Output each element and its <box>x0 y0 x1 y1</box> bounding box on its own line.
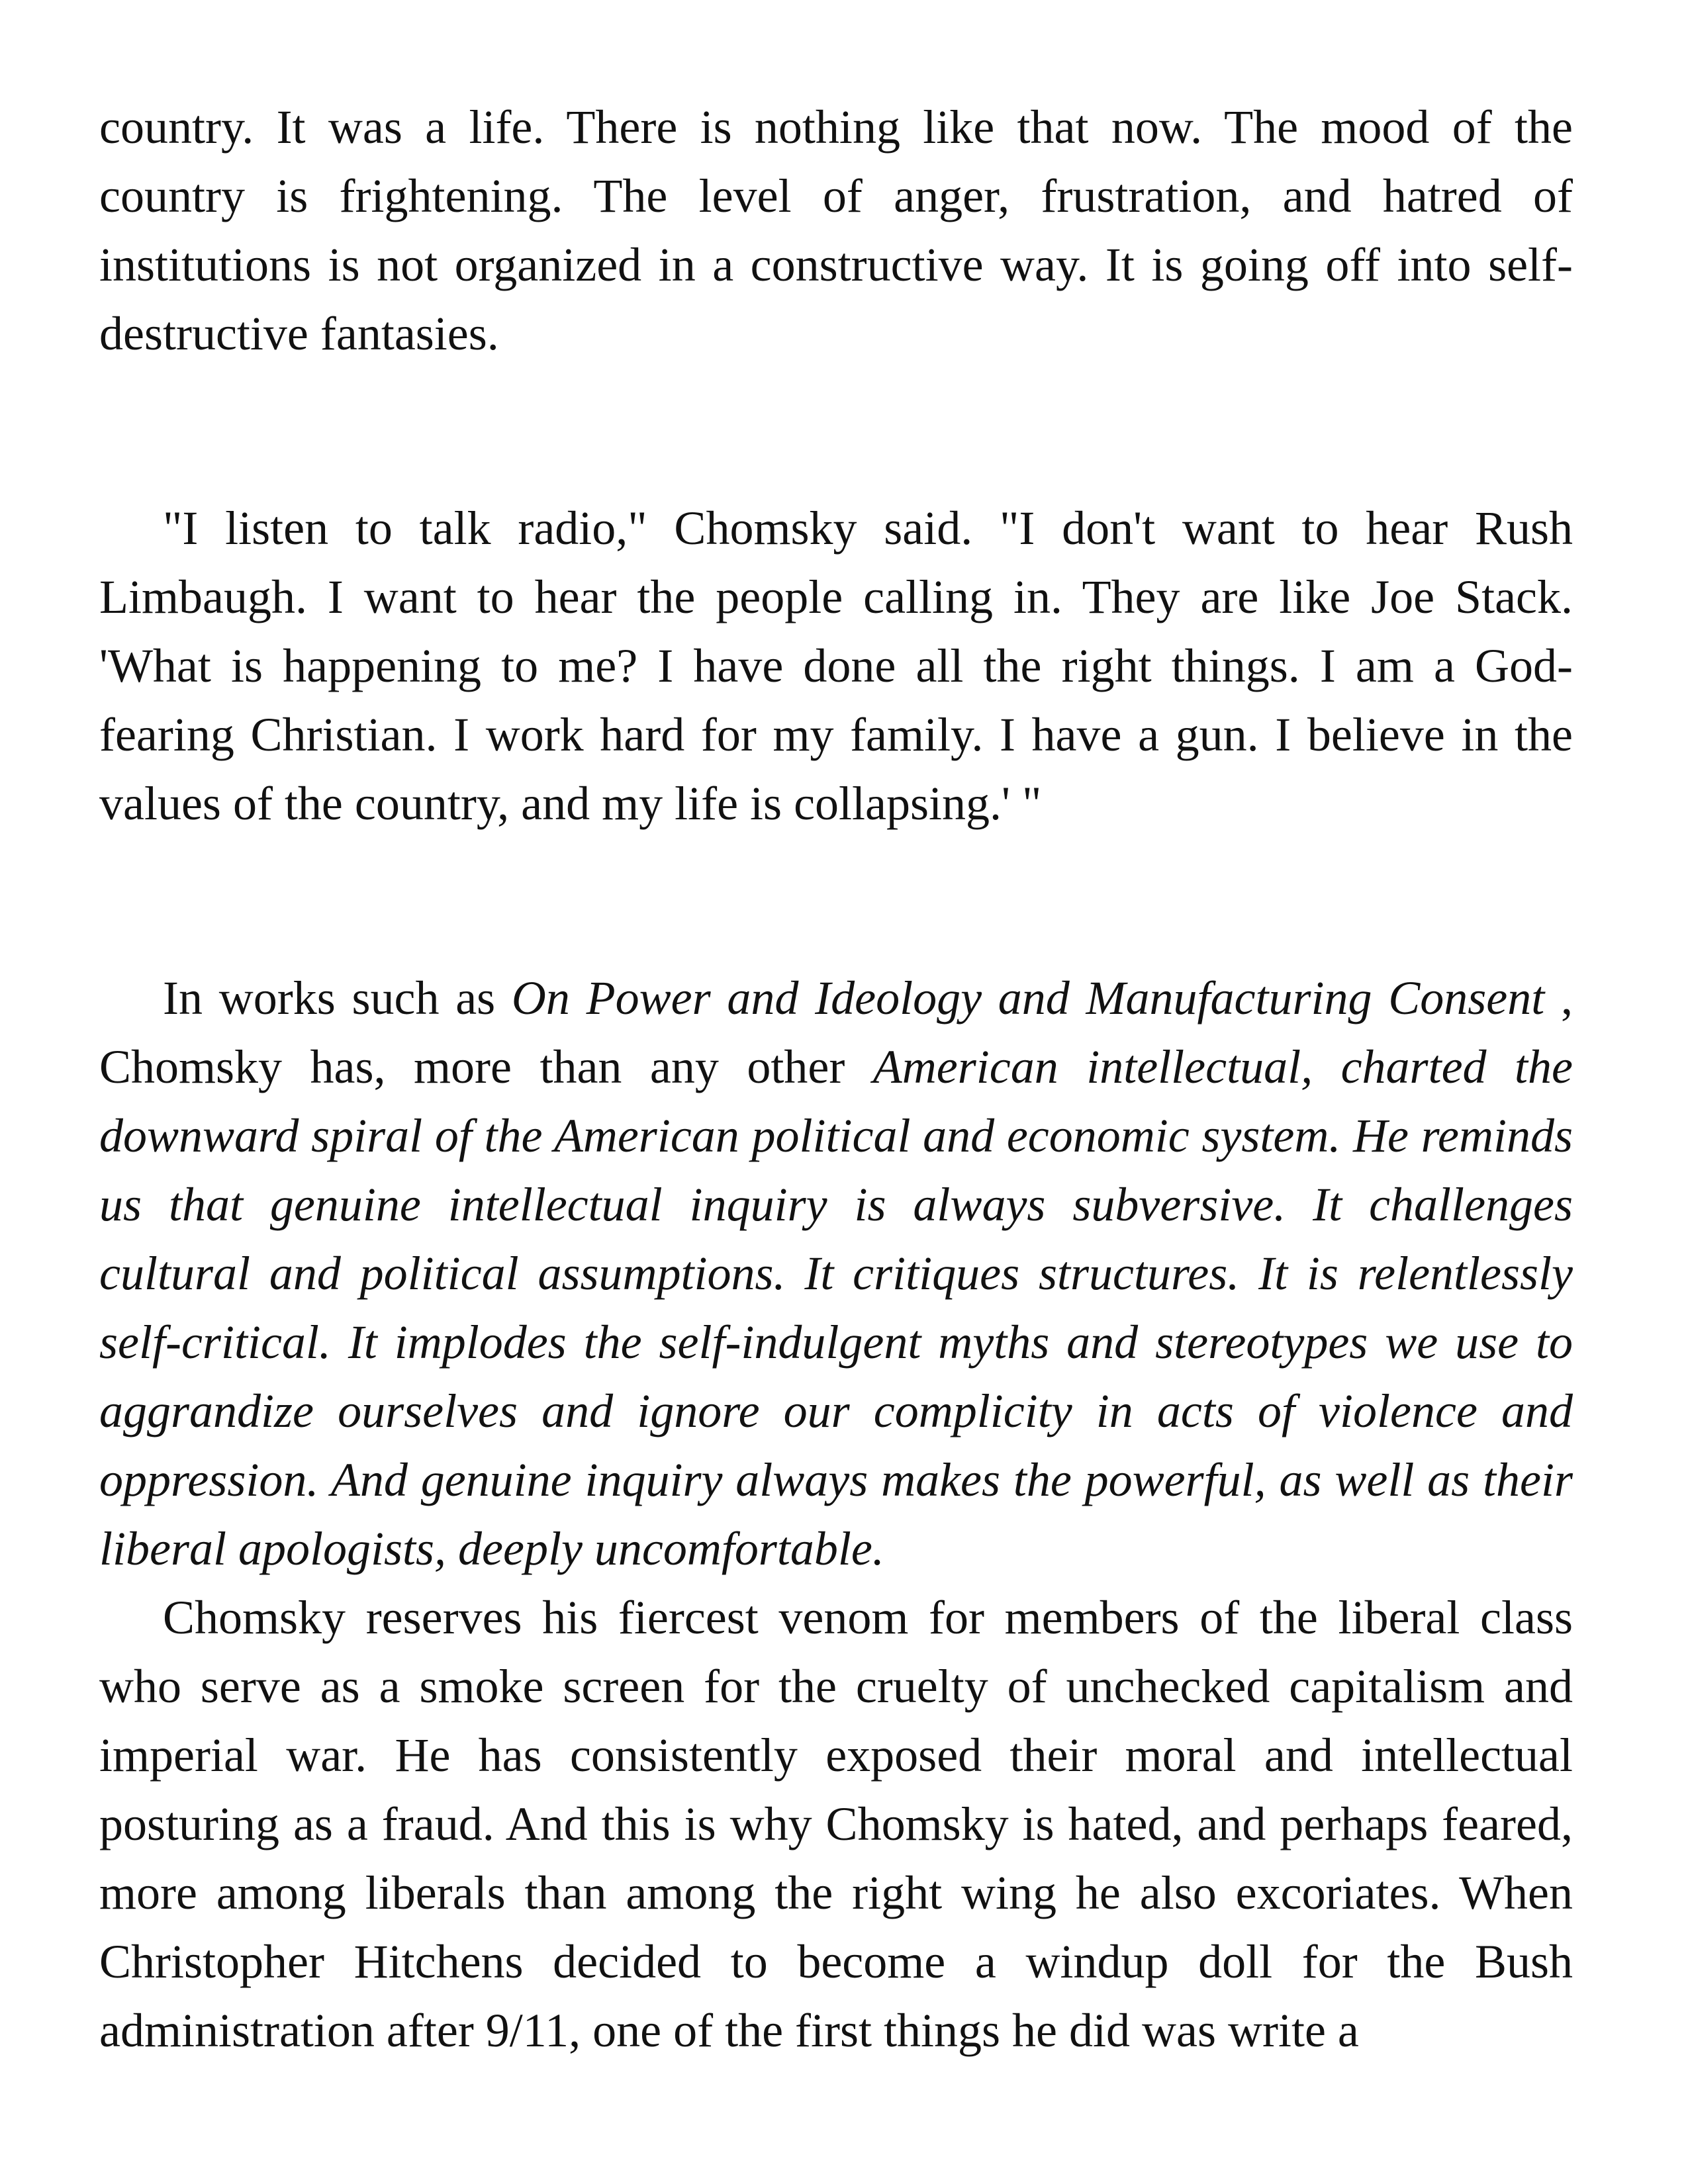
paragraph-text: Chomsky reserves his fiercest venom for members of the liberal class who serve as a smoke screen for the cruelty of unchecked capitalism and imperial war. He has consistently exposed their moral and intellectual posturing as a fraud. And this is why Chomsky is hated, and perhaps feared, more among liberals than among the right wing he also excoriates. When Christopher Hitchens decided to become a windup doll for the Bush administration after 9/11, one of the first things he did was write a <box>99 1591 1573 2057</box>
paragraph-text: "I listen to talk radio," Chomsky said. "I don't want to hear Rush Limbaugh. I want to hear the people calling in. They are like Joe Stack. 'What is happening to me? I have done all the right things. I am a God-fearing Christian. I work hard for my family. I have a gun. I believe in the values of the country, and my life is collapsing.' " <box>99 502 1573 830</box>
paragraph-text: In works such as <box>163 972 512 1024</box>
document-page <box>99 93 1573 2118</box>
paragraph-text: , Chomsky has, more than any other <box>99 972 1573 1093</box>
paragraph-text: country. It was a life. There is nothing like that now. The mood of the country is frightening. The level of anger, frustration, and hatred of institutions is not organized in a constructive way. It is going off into self-destructive fantasies. <box>99 101 1573 360</box>
paragraph-mood-of-country <box>99 93 1573 368</box>
italic-text: American intellectual, charted the downward spiral of the American political and economic system. He reminds us that genuine intellectual inquiry is always subversive. It challenges cultural and political assumptions. It critiques structures. It is relentlessly self-critical. It implodes the self-indulgent myths and stereotypes we use to aggrandize ourselves and ignore our complicity in acts of violence and oppression. And genuine inquiry always makes the powerful, as well as their liberal apologists, deeply uncomfortable. <box>99 1040 1573 1575</box>
book-titles: On Power and Ideology and Manufacturing Consent <box>511 972 1545 1024</box>
paragraph-liberal-class <box>99 1583 1573 2065</box>
paragraph-works-chomsky <box>99 964 1573 1583</box>
paragraph-talk-radio-quote <box>99 494 1573 838</box>
